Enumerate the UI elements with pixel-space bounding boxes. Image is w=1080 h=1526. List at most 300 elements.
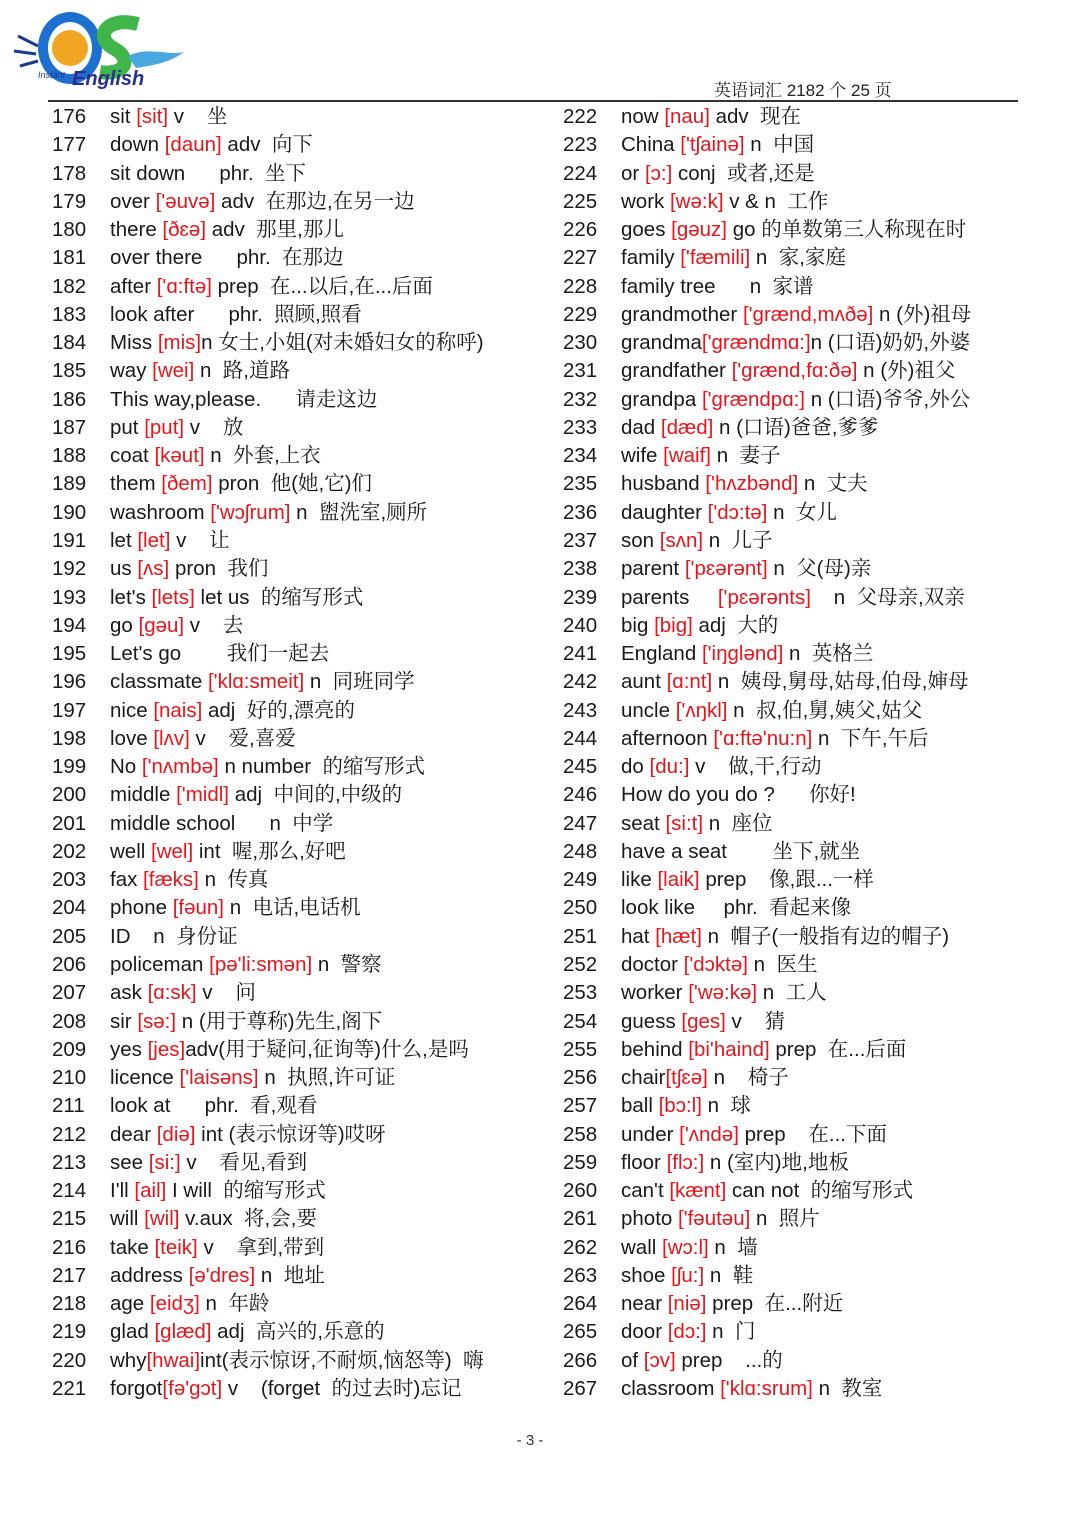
entry-number: 258 [563, 1122, 598, 1146]
entry-word: washroom [110, 500, 211, 524]
entry-definition: n 墙 [708, 1235, 758, 1259]
vocab-entry [52, 357, 484, 385]
entry-word: work [621, 189, 670, 213]
vocab-entry [563, 753, 971, 781]
vocab-entry [52, 810, 484, 838]
entry-number: 196 [52, 670, 87, 694]
entry-phonetic: [sit] [136, 105, 169, 128]
entry-word: behind [621, 1037, 689, 1061]
vocab-entry [563, 1008, 971, 1036]
vocab-entry [563, 923, 971, 951]
entry-phonetic: [hæt] [655, 924, 702, 948]
entry-number: 186 [52, 387, 87, 411]
entry-phonetic: [ɑ:sk] [147, 981, 197, 1005]
entry-word: middle school n 中学 [110, 811, 334, 835]
vocab-entry [52, 1121, 484, 1149]
entry-word: forgot [110, 1376, 163, 1400]
entry-definition: adj 好的,漂亮的 [202, 698, 355, 722]
entry-number: 193 [52, 585, 87, 609]
vocab-entry [563, 301, 971, 329]
entry-definition: prep ...的 [675, 1348, 783, 1372]
entry-phonetic: ['klɑ:srum] [720, 1376, 813, 1400]
entry-definition: n 座位 [703, 811, 773, 835]
entry-number: 200 [52, 783, 87, 807]
entry-phonetic: [daun] [164, 133, 222, 157]
entry-phonetic: [tʃɛə] [665, 1066, 708, 1090]
entry-definition: I will 的缩写形式 [166, 1179, 326, 1203]
entry-number: 187 [52, 415, 87, 439]
entry-definition: adv(用于疑问,征询等)什么,是吗 [185, 1037, 469, 1061]
vocab-entry [563, 1121, 971, 1149]
entry-word: fax [110, 868, 144, 892]
vocab-entry [563, 725, 971, 753]
entry-number: 176 [52, 105, 87, 128]
entry-definition: n (口语)奶奶,外婆 [810, 331, 971, 355]
entry-definition: v 问 [196, 981, 256, 1005]
entry-phonetic: [jes] [147, 1037, 186, 1061]
vocab-entry [52, 329, 484, 357]
entry-phonetic: ['fəutəu] [678, 1207, 751, 1231]
entry-word: down [110, 133, 165, 157]
entry-number: 226 [563, 218, 598, 242]
entry-number: 183 [52, 302, 87, 326]
entry-definition: n 帽子(一般指有边的帽子) [701, 924, 950, 948]
entry-word: floor [621, 1150, 667, 1174]
entry-number: 178 [52, 161, 87, 185]
entry-definition: n 执照,许可证 [258, 1066, 396, 1090]
entry-definition: n (用于尊称)先生,阁下 [176, 1009, 383, 1033]
entry-definition: conj 或者,还是 [672, 161, 815, 185]
entry-word: after [110, 274, 157, 298]
entry-definition: n 中国 [744, 133, 815, 157]
vocab-entry [563, 499, 971, 527]
entry-number: 221 [52, 1376, 87, 1400]
vocab-entry [52, 414, 484, 442]
entry-number: 237 [563, 528, 598, 552]
vocab-entry [563, 1262, 971, 1290]
entry-number: 225 [563, 189, 598, 213]
entry-definition: n 姨母,舅母,姑母,伯母,婶母 [712, 670, 969, 694]
vocab-entry [52, 894, 484, 922]
entry-number: 205 [52, 924, 87, 948]
vocab-entry [563, 894, 971, 922]
entry-word: doctor [621, 952, 684, 976]
entry-word: well [110, 839, 152, 863]
entry-word: put [110, 415, 145, 439]
entry-definition: n 鞋 [704, 1263, 754, 1287]
entry-word: ID n 身份证 [110, 924, 238, 948]
vocab-entry [563, 612, 971, 640]
entry-word: grandma [621, 331, 702, 355]
entry-definition: pron 他(她,它)们 [212, 472, 373, 496]
entry-number: 185 [52, 359, 87, 383]
entry-word: why [110, 1348, 147, 1372]
entry-number: 190 [52, 500, 87, 524]
entry-number: 217 [52, 1263, 87, 1287]
entry-word: guess [621, 1009, 682, 1033]
vocab-entry [52, 103, 484, 131]
vocab-entry [563, 951, 971, 979]
vocab-entry [52, 668, 484, 696]
entry-phonetic: ['ɑ:ftə'nu:n] [713, 726, 813, 750]
entry-phonetic: [ges] [681, 1009, 726, 1033]
entry-number: 179 [52, 189, 87, 213]
entry-word: How do you do ? 你好! [621, 783, 856, 807]
entry-definition: adv 在那边,在另一边 [215, 189, 415, 213]
entry-phonetic: [ɔ:] [644, 161, 673, 185]
entry-word: big [621, 613, 655, 637]
vocab-entry [563, 244, 971, 272]
entry-number: 234 [563, 444, 598, 468]
entry-phonetic: [bɔ:l] [658, 1094, 702, 1118]
entry-number: 228 [563, 274, 598, 298]
entry-number: 188 [52, 444, 87, 468]
vocab-entry [563, 216, 971, 244]
entry-number: 202 [52, 839, 87, 863]
entry-definition: n 家,家庭 [750, 246, 846, 270]
vocab-entry [52, 866, 484, 894]
entry-definition: n 年龄 [199, 1292, 270, 1316]
vocab-entry [52, 386, 484, 414]
entry-phonetic: [fə'gɔt] [162, 1376, 223, 1400]
entry-definition: adv 那里,那儿 [206, 218, 344, 242]
vocab-entry [52, 470, 484, 498]
entry-phonetic: ['fæmili] [680, 246, 751, 270]
entry-word: or [621, 161, 645, 185]
vocab-entry [52, 979, 484, 1007]
vocab-entry [563, 103, 971, 131]
entry-word: look at phr. 看,观看 [110, 1094, 318, 1118]
entry-phonetic: [dɔ:] [667, 1320, 707, 1344]
entry-word: have a seat 坐下,就坐 [621, 839, 861, 863]
entry-word: licence [110, 1066, 180, 1090]
entry-phonetic: ['grændmɑ:] [701, 331, 811, 355]
vocab-entry [563, 357, 971, 385]
entry-definition: n 工人 [757, 981, 827, 1005]
entry-phonetic: [lʌv] [153, 726, 190, 750]
entry-definition: n 叔,伯,舅,姨父,姑父 [727, 698, 923, 722]
entry-number: 220 [52, 1348, 87, 1372]
vocab-entry [52, 612, 484, 640]
entry-definition: n 父(母)亲 [767, 557, 872, 581]
entry-number: 261 [563, 1207, 598, 1231]
entry-number: 266 [563, 1348, 598, 1372]
entry-phonetic: [let] [137, 528, 171, 552]
entry-definition: n 警察 [312, 952, 382, 976]
entry-word: uncle [621, 698, 676, 722]
vocab-entry [52, 697, 484, 725]
entry-word: way [110, 359, 153, 383]
entry-number: 191 [52, 528, 87, 552]
vocab-column-right [563, 103, 971, 1403]
entry-number: 245 [563, 755, 598, 779]
header-title: 英语词汇 2182 个 25 页 [714, 81, 892, 100]
entry-definition: go 的单数第三人称现在时 [727, 218, 967, 242]
entry-phonetic: [nais] [153, 698, 203, 722]
entry-number: 192 [52, 557, 87, 581]
entry-word: Miss [110, 331, 158, 355]
entry-number: 180 [52, 218, 87, 242]
entry-number: 252 [563, 952, 598, 976]
vocab-entry [52, 1092, 484, 1120]
entry-word: dad [621, 415, 661, 439]
entry-word: age [110, 1292, 150, 1316]
entry-word: photo [621, 1207, 678, 1231]
entry-word: This way,please. 请走这边 [110, 387, 378, 411]
entry-word: aunt [621, 670, 667, 694]
entry-word: chair [621, 1066, 666, 1090]
vocab-entry [52, 216, 484, 244]
entry-phonetic: ['nʌmbə] [141, 755, 219, 779]
entry-number: 257 [563, 1094, 598, 1118]
vocab-entry [52, 1375, 484, 1403]
entry-word: them [110, 472, 162, 496]
entry-number: 230 [563, 331, 598, 355]
entry-number: 262 [563, 1235, 598, 1259]
entry-definition: pron 我们 [169, 557, 269, 581]
entry-definition: adj 大的 [692, 613, 779, 637]
entry-definition: n (口语)爷爷,外公 [805, 387, 971, 411]
entry-word: policeman [110, 952, 210, 976]
entry-phonetic: ['laisəns] [179, 1066, 259, 1090]
entry-word: over there phr. 在那边 [110, 246, 344, 270]
entry-definition: adj 高兴的,乐意的 [211, 1320, 385, 1344]
entry-word: phone [110, 896, 173, 920]
entry-number: 249 [563, 868, 598, 892]
entry-phonetic: [gəuz] [671, 218, 728, 242]
entry-number: 181 [52, 246, 87, 270]
entry-number: 250 [563, 896, 598, 920]
vocab-entry [563, 527, 971, 555]
entry-definition: v 拿到,带到 [197, 1235, 325, 1259]
entry-definition: n 下午,午后 [812, 726, 929, 750]
entry-number: 265 [563, 1320, 598, 1344]
entry-number: 197 [52, 698, 87, 722]
entry-definition: prep 像,跟...一样 [699, 868, 874, 892]
page-number: - 3 - [516, 1432, 544, 1449]
entry-phonetic: ['grændpɑ:] [701, 387, 805, 411]
entry-definition: n 照片 [750, 1207, 820, 1231]
entry-definition: n 传真 [198, 868, 269, 892]
entry-phonetic: ['pɛərənt] [684, 557, 768, 581]
vocab-entry [52, 244, 484, 272]
entry-phonetic: [nau] [664, 105, 710, 128]
entry-number: 255 [563, 1037, 598, 1061]
entry-phonetic: [du:] [649, 755, 690, 779]
entry-number: 233 [563, 415, 598, 439]
entry-word: afternoon [621, 726, 714, 750]
entry-phonetic: [sə:] [137, 1009, 177, 1033]
entry-word: address [110, 1263, 189, 1287]
entry-phonetic: ['ɑ:ftə] [156, 274, 212, 298]
entry-phonetic: ['grænd,fɑ:ðə] [731, 359, 858, 383]
entry-phonetic: [teik] [154, 1235, 198, 1259]
entry-definition: let us 的缩写形式 [194, 585, 364, 609]
entry-number: 208 [52, 1009, 87, 1033]
entry-word: grandpa [621, 387, 702, 411]
vocab-entry [52, 923, 484, 951]
entry-number: 243 [563, 698, 598, 722]
entry-word: classroom [621, 1376, 721, 1400]
entry-phonetic: [diə] [156, 1122, 196, 1146]
vocab-entry [563, 442, 971, 470]
entry-number: 204 [52, 896, 87, 920]
entry-phonetic: [wɔ:l] [662, 1235, 709, 1259]
entry-number: 231 [563, 359, 598, 383]
entry-definition: n 英格兰 [783, 642, 874, 666]
entry-number: 235 [563, 472, 598, 496]
entry-phonetic: [gəu] [138, 613, 185, 637]
entry-number: 206 [52, 952, 87, 976]
entry-number: 251 [563, 924, 598, 948]
entry-phonetic: [wil] [144, 1207, 180, 1231]
entry-definition: n 父母亲,双亲 [810, 585, 965, 609]
vocab-entry [563, 838, 971, 866]
vocab-entry [52, 273, 484, 301]
vocab-entry [563, 131, 971, 159]
entry-phonetic: [bi'haind] [688, 1037, 770, 1061]
entry-phonetic: [big] [654, 613, 693, 637]
entry-definition: adv 向下 [221, 133, 313, 157]
entry-word: wall [621, 1235, 663, 1259]
entry-number: 242 [563, 670, 598, 694]
entry-number: 182 [52, 274, 87, 298]
entry-definition: int (表示惊讶等)哎呀 [195, 1122, 386, 1146]
vocab-entry [563, 668, 971, 696]
entry-word: near [621, 1292, 668, 1316]
entry-word: Let's go 我们一起去 [110, 642, 330, 666]
entry-word: family [621, 246, 681, 270]
vocab-entry [52, 301, 484, 329]
entry-definition: n 盥洗室,厕所 [290, 500, 428, 524]
entry-number: 227 [563, 246, 598, 270]
entry-phonetic: [eidʒ] [149, 1292, 200, 1316]
entry-number: 240 [563, 613, 598, 637]
entry-number: 199 [52, 755, 87, 779]
entry-phonetic: [hwai] [146, 1348, 201, 1372]
vocab-entry [52, 442, 484, 470]
vocab-entry [563, 414, 971, 442]
vocab-entry [563, 555, 971, 583]
vocab-entry [52, 1177, 484, 1205]
entry-definition: n 路,道路 [194, 359, 290, 383]
entry-word: of [621, 1348, 644, 1372]
entry-number: 189 [52, 472, 87, 496]
vocab-entry [563, 640, 971, 668]
entry-definition: can not 的缩写形式 [726, 1179, 914, 1203]
entry-phonetic: [lets] [151, 585, 195, 609]
entry-definition: n (室内)地,地板 [704, 1150, 849, 1174]
vocab-entry [563, 1036, 971, 1064]
entry-phonetic: ['wɔʃrum] [210, 500, 291, 524]
vocab-entry [563, 1149, 971, 1177]
entry-word: middle [110, 783, 177, 807]
entry-word: No [110, 755, 142, 779]
vocab-entry [52, 1262, 484, 1290]
entry-number: 212 [52, 1122, 87, 1146]
entry-phonetic: [ʃu:] [671, 1263, 705, 1287]
entry-number: 239 [563, 585, 598, 609]
entry-number: 213 [52, 1150, 87, 1174]
entry-definition: n (外)祖母 [873, 302, 972, 326]
entry-definition: n 门 [706, 1320, 756, 1344]
entry-phonetic: [laik] [657, 868, 700, 892]
entry-word: see [110, 1150, 149, 1174]
vocab-entry [52, 1008, 484, 1036]
instant-english-logo: Instant English [8, 6, 188, 96]
entry-definition: v (forget 的过去时)忘记 [222, 1376, 462, 1400]
vocab-entry [52, 1205, 484, 1233]
entry-word: England [621, 642, 702, 666]
vocab-entry [52, 640, 484, 668]
entry-word: classmate [110, 670, 208, 694]
entry-word: go [110, 613, 139, 637]
vocab-entry [52, 1064, 484, 1092]
vocab-entry [52, 1290, 484, 1318]
entry-phonetic: [ail] [134, 1179, 167, 1203]
entry-number: 219 [52, 1320, 87, 1344]
entry-word: look like phr. 看起来像 [621, 896, 852, 920]
entry-phonetic: [ɔv] [643, 1348, 676, 1372]
entry-definition: n 妻子 [711, 444, 781, 468]
vocab-entry [563, 979, 971, 1007]
entry-phonetic: ['pɛərənts] [717, 585, 811, 609]
entry-definition: adj 中间的,中级的 [229, 783, 403, 807]
entry-definition: n 医生 [747, 952, 818, 976]
entry-phonetic: [ʌs] [137, 557, 170, 581]
vocab-entry [52, 555, 484, 583]
entry-definition: n 地址 [255, 1263, 325, 1287]
entry-number: 259 [563, 1150, 598, 1174]
vocab-entry [52, 951, 484, 979]
vocab-entry [563, 386, 971, 414]
vocab-entry [563, 697, 971, 725]
entry-word: will [110, 1207, 145, 1231]
entry-phonetic: ['wə:kə] [688, 981, 758, 1005]
entry-number: 216 [52, 1235, 87, 1259]
entry-definition: n 丈夫 [798, 472, 868, 496]
entry-phonetic: [wə:k] [669, 189, 724, 213]
entry-number: 260 [563, 1179, 598, 1203]
entry-definition: v 坐 [168, 105, 228, 128]
entry-word: can't [621, 1179, 670, 1203]
vocab-entry [52, 527, 484, 555]
entry-phonetic: [put] [144, 415, 185, 439]
entry-word: China [621, 133, 681, 157]
entry-number: 241 [563, 642, 598, 666]
entry-word: shoe [621, 1263, 672, 1287]
vocab-entry [563, 1375, 971, 1403]
entry-phonetic: [wei] [152, 359, 195, 383]
entry-word: ask [110, 981, 148, 1005]
entry-definition: n 教室 [812, 1376, 883, 1400]
entry-definition: v 让 [170, 528, 230, 552]
entry-word: I'll [110, 1179, 135, 1203]
entry-word: coat [110, 444, 155, 468]
entry-phonetic: [pə'li:smən] [209, 952, 313, 976]
entry-definition: n 女儿 [767, 500, 837, 524]
entry-phonetic: ['dɔ:tə] [707, 500, 768, 524]
entry-phonetic: [niə] [667, 1292, 707, 1316]
entry-definition: n (口语)爸爸,爹爹 [713, 415, 879, 439]
entry-definition: n 椅子 [707, 1066, 789, 1090]
entry-definition: n 儿子 [703, 528, 773, 552]
entry-word: glad [110, 1320, 155, 1344]
vocab-entry [52, 160, 484, 188]
vocab-entry [563, 188, 971, 216]
entry-definition: v 去 [184, 613, 244, 637]
entry-phonetic: [sʌn] [659, 528, 704, 552]
